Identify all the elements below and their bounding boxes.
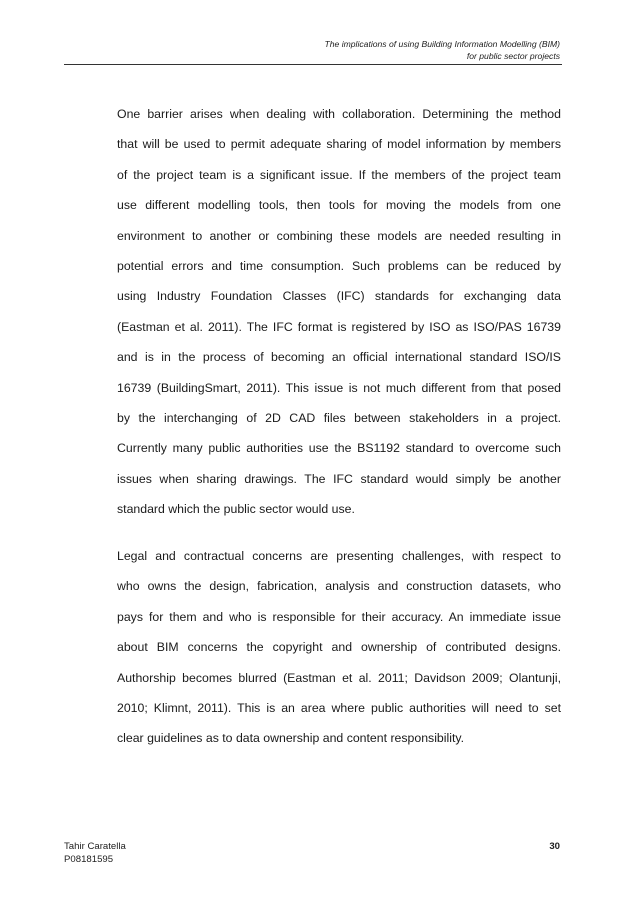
paragraph-line: Legal and contractual concerns are presenting challenges, with respect to <box>117 549 561 563</box>
footer-student-id: P08181595 <box>64 854 114 865</box>
paragraph-line: use different modelling tools, then tools for moving the models from one <box>117 198 561 213</box>
footer-author: Tahir Caratella <box>64 841 126 852</box>
header-title-line-1: The implications of using Building Information Modelling (BIM) <box>324 39 560 49</box>
body-paragraph-collaboration <box>117 99 561 525</box>
paragraph-line: Currently many public authorities use the BS1192 standard to overcome such <box>117 441 561 456</box>
header-title-line-2: for public sector projects <box>466 51 560 61</box>
paragraph-line: One barrier arises when dealing with collaboration. Determining the method <box>117 107 561 121</box>
paragraph-line: environment to another or combining these models are needed resulting in <box>117 228 561 243</box>
paragraph-line: by the interchanging of 2D CAD files between stakeholders in a project. <box>117 411 561 426</box>
paragraph-line: (Eastman et al. 2011). The IFC format is registered by ISO as ISO/PAS 16739 <box>117 319 561 334</box>
paragraph-line: Authorship becomes blurred (Eastman et al. 2011; Davidson 2009; Olantunji, <box>117 670 561 685</box>
paragraph-line: 2010; Klimnt, 2011). This is an area where public authorities will need to set <box>117 701 561 716</box>
paragraph-line: about BIM concerns the copyright and ownership of contributed designs. <box>117 640 561 655</box>
paragraph-line: who owns the design, fabrication, analysis and construction datasets, who <box>117 579 561 594</box>
page-number: 30 <box>549 841 560 852</box>
paragraph-line: potential errors and time consumption. Such problems can be reduced by <box>117 259 561 274</box>
paragraph-line: using Industry Foundation Classes (IFC) standards for exchanging data <box>117 289 561 304</box>
paragraph-line: 16739 (BuildingSmart, 2011). This issue is not much different from that posed <box>117 380 561 395</box>
paragraph-line: clear guidelines as to data ownership and content responsibility. <box>117 731 465 746</box>
paragraph-line: that will be used to permit adequate sharing of model information by members <box>117 137 561 152</box>
paragraph-line: of the project team is a significant issue. If the members of the project team <box>117 167 561 182</box>
paragraph-line: issues when sharing drawings. The IFC standard would simply be another <box>117 471 561 486</box>
paragraph-line: standard which the public sector would use. <box>117 502 355 517</box>
paragraph-line: pays for them and who is responsible for their accuracy. An immediate issue <box>117 609 561 624</box>
header-divider <box>64 64 562 65</box>
paragraph-line: and is in the process of becoming an official international standard ISO/IS <box>117 350 561 365</box>
footer-author-block <box>64 840 126 866</box>
running-header <box>140 38 560 62</box>
body-paragraph-legal <box>117 541 561 754</box>
